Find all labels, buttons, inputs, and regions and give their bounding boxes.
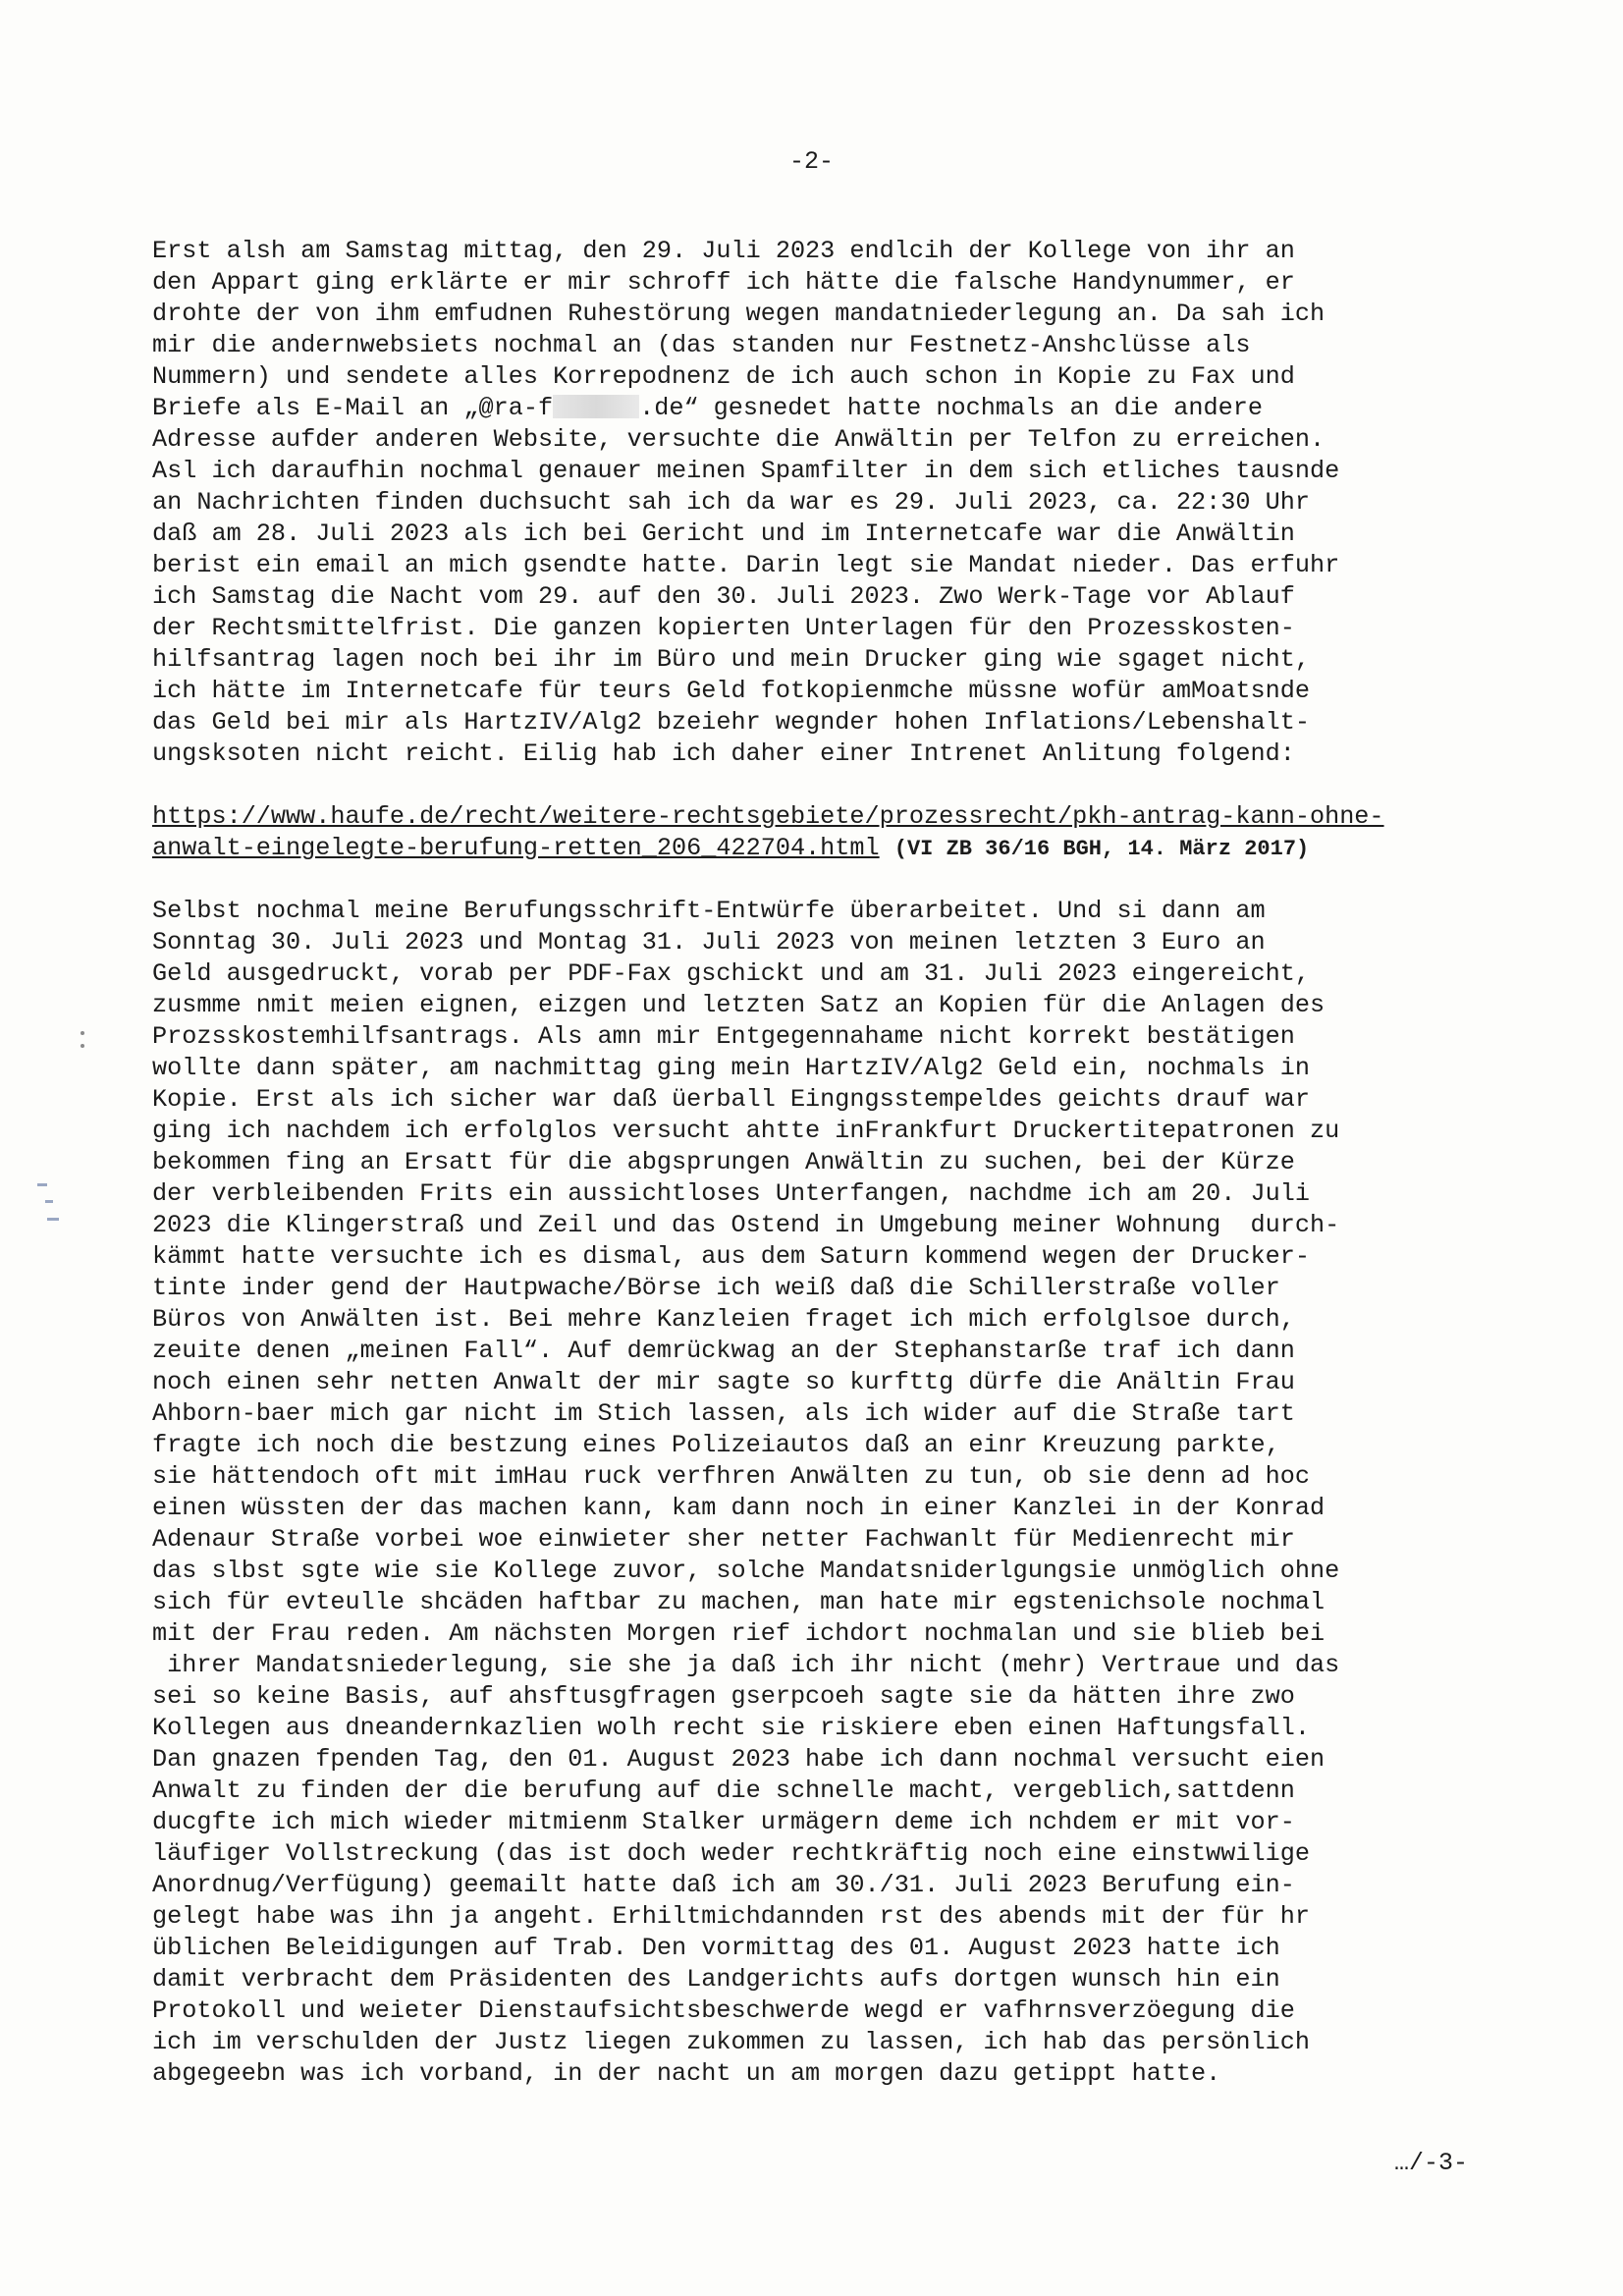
text-line: Adresse aufder anderen Website, versuchte die Anwältin per Telfon zu erreichen. [152,425,1325,454]
text-line: mit der Frau reden. Am nächsten Morgen rief ichdort nochmalan und sie blieb bei [152,1619,1325,1648]
text-line: sie hättendoch oft mit imHau ruck verfhren Anwälten zu tun, ob sie denn ad hoc [152,1462,1310,1491]
text-line: Protokoll und weieter Dienstaufsichtsbeschwerde wegd er vafhrnsverzöegung die [152,1996,1295,2025]
scan-dot [81,1044,84,1048]
text-line: hilfsantrag lagen noch bei ihr im Büro und mein Drucker ging wie sgaget nicht, [152,645,1310,674]
page-number: -2- [788,147,834,176]
text-line: ducgfte ich mich wieder mitmienm Stalker urmägern deme ich nchdem er mit vor- [152,1808,1295,1836]
text-line: ich im verschulden der Justz liegen zukommen zu lassen, ich hab das persönlich [152,2028,1310,2056]
email-suffix: .de“ gesnedet hatte nochmals an die andere [639,394,1263,422]
text-line: damit verbracht dem Präsidenten des Landgerichts aufs dortgen wunsch hin ein [152,1965,1280,1994]
text-line: ihrer Mandatsniederlegung, sie she ja daß ich ihr nicht (mehr) Vertraue und das [152,1651,1340,1679]
text-line: sich für evteulle shcäden haftbar zu machen, man hate mir egstenichsole nochmal [152,1588,1325,1616]
scan-mark [37,1183,47,1186]
text-line: Kollegen aus dneandernkazlien wolh recht sie riskiere eben einen Haftungsfall. [152,1714,1310,1742]
text-line: Büros von Anwälten ist. Bei mehre Kanzleien fraget ich mich erfolglsoe durch, [152,1305,1295,1334]
text-line: Nummern) und sendete alles Korrepodnenz de ich auch schon in Kopie zu Fax und [152,362,1295,391]
text-line: Dan gnazen fpenden Tag, den 01. August 2023 habe ich dann nochmal versucht eien [152,1745,1325,1774]
text-line: das Geld bei mir als HartzIV/Alg2 bzeiehr wegnder hohen Inflations/Lebenshalt- [152,708,1310,737]
scan-mark [47,1218,59,1221]
text-line: Anwalt zu finden der die berufung auf die schnelle macht, vergeblich,sattdenn [152,1777,1295,1805]
text-line: das slbst sgte wie sie Kollege zuvor, solche Mandatsniderlgungsie unmöglich ohne [152,1557,1340,1585]
text-line: 2023 die Klingerstraß und Zeil und das Ostend in Umgebung meiner Wohnung durch- [152,1211,1340,1239]
text-line: wollte dann später, am nachmittag ging mein HartzIV/Alg2 Geld ein, nochmals in [152,1054,1310,1082]
text-line: berist ein email an mich gsendte hatte. Darin legt sie Mandat nieder. Das erfuhr [152,551,1340,579]
next-page-marker: …/-3- [1394,2149,1469,2177]
text-line: Anordnug/Verfügung) geemailt hatte daß ich am 30./31. Juli 2023 Berufung ein- [152,1871,1295,1899]
text-line: der verbleibenden Frits ein aussichtloses Unterfangen, nachdme ich am 20. Juli [152,1179,1310,1208]
scan-dot [81,1031,84,1035]
text-line: abgegeebn was ich vorband, in der nacht un am morgen dazu getippt hatte. [152,2059,1221,2088]
reference-url-part-1: https://www.haufe.de/recht/weitere-rechtsgebiete/prozessrecht/pkh-antrag-kann-ohne- [152,802,1384,831]
text-line: der Rechtsmittelfrist. Die ganzen kopierten Unterlagen für den Prozesskosten- [152,614,1295,642]
text-line: noch einen sehr netten Anwalt der mir sagte so kurfttg dürfe die Anältin Frau [152,1368,1295,1396]
text-line: ungsksoten nicht reicht. Eilig hab ich daher einer Intrenet Anlitung folgend: [152,739,1295,768]
text-line: Adenaur Straße vorbei woe einwieter sher netter Fachwanlt für Medienrecht mir [152,1525,1295,1554]
reference-url-part-2: anwalt-eingelegte-berufung-retten_206_422704.html [152,834,880,862]
text-line: gelegt habe was ihn ja angeht. Erhiltmichdannden rst des abends mit der für hr [152,1902,1310,1931]
text-line: mir die andernwebsiets nochmal an (das standen nur Festnetz-Anshclüsse als [152,331,1251,359]
text-line: Ahborn-baer mich gar nicht im Stich lassen, als ich wider auf die Straße tart [152,1399,1295,1428]
text-line: sei so keine Basis, auf ahsftusgfragen gserpcoeh sagte sie da hätten ihre zwo [152,1682,1295,1711]
scan-mark [45,1200,53,1203]
text-line: Geld ausgedruckt, vorab per PDF-Fax gschickt und am 31. Juli 2023 eingereicht, [152,959,1310,988]
text-line: ging ich nachdem ich erfolglos versucht ahtte inFrankfurt Druckertitepatronen zu [152,1117,1340,1145]
text-line: läufiger Vollstreckung (das ist doch weder rechtkräftig noch eine einstwwilige [152,1839,1310,1868]
redacted-email-part [553,395,639,418]
text-line: fragte ich noch die bestzung eines Polizeiautos daß an einr Kreuzung parkte, [152,1431,1280,1459]
email-prefix: Briefe als E-Mail an „@ra-f [152,394,554,422]
text-line: an Nachrichten finden duchsucht sah ich da war es 29. Juli 2023, ca. 22:30 Uhr [152,488,1310,517]
text-line: Sonntag 30. Juli 2023 und Montag 31. Juli 2023 von meinen letzten 3 Euro an [152,928,1266,957]
text-line: kämmt hatte versuchte ich es dismal, aus dem Saturn kommend wegen der Drucker- [152,1242,1310,1271]
text-line: drohte der von ihm emfudnen Ruhestörung wegen mandatniederlegung an. Da sah ich [152,300,1325,328]
text-line: zusmme nmit meien eignen, eizgen und letzten Satz an Kopien für die Anlagen des [152,991,1325,1019]
text-line: zeuite denen „meinen Fall“. Auf demrückwag an der Stephanstarße traf ich dann [152,1337,1295,1365]
text-line: üblichen Beleidigungen auf Trab. Den vormittag des 01. August 2023 hatte ich [152,1934,1280,1962]
text-line-with-redaction [152,393,1497,424]
text-line: bekommen fing an Ersatt für die abgsprungen Anwältin zu suchen, bei der Kürze [152,1148,1295,1176]
text-line: Asl ich daraufhin nochmal genauer meinen Spamfilter in dem sich etliches tausnde [152,457,1340,485]
text-line: Selbst nochmal meine Berufungsschrift-Entwürfe überarbeitet. Und si dann am [152,897,1266,925]
text-line: Prozsskostemhilfsantrags. Als amn mir Entgegennahame nicht korrekt bestätigen [152,1022,1295,1051]
text-line: den Appart ging erklärte er mir schroff ich hätte die falsche Handynummer, er [152,268,1295,297]
court-citation: (VI ZB 36/16 BGH, 14. März 2017) [893,837,1310,861]
text-line: einen wüssten der das machen kann, kam dann noch in einer Kanzlei in der Konrad [152,1494,1325,1522]
text-line: daß am 28. Juli 2023 als ich bei Gericht und im Internetcafe war die Anwältin [152,519,1295,548]
text-line: ich hätte im Internetcafe für teurs Geld fotkopienmche müssne wofür amMoatsnde [152,677,1310,705]
text-line: tinte inder gend der Hautpwache/Börse ich weiß daß die Schillerstraße voller [152,1274,1280,1302]
text-line: Erst alsh am Samstag mittag, den 29. Juli 2023 endlcih der Kollege von ihr an [152,237,1295,265]
reference-url-line-2 [152,833,1497,865]
text-line: ich Samstag die Nacht vom 29. auf den 30. Juli 2023. Zwo Werk-Tage vor Ablauf [152,582,1295,611]
text-line: Kopie. Erst als ich sicher war daß üerball Eingngsstempeldes geichts drauf war [152,1085,1310,1114]
